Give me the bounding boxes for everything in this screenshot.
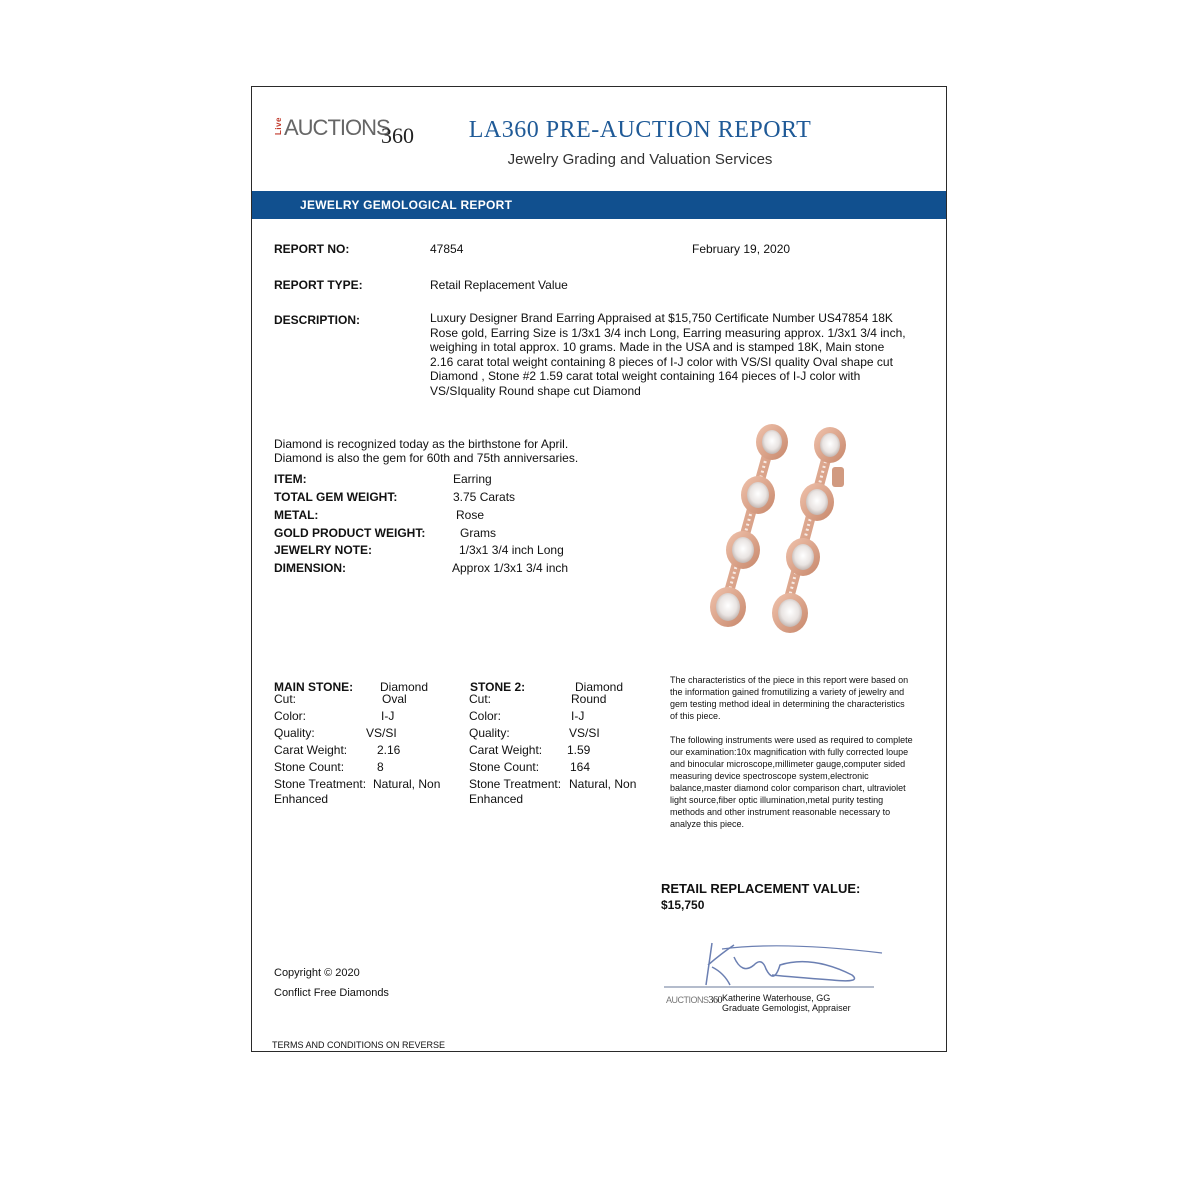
description-text: Luxury Designer Brand Earring Appraised at $15,750 Certificate Number US47854 18K Rose gold, Earring Size is 1/3x1 3/4 inch Long, Earring measuring approx. 1/3x1 3/4 inch, weighing in total approx. 10 grams. Made in the USA and is stamped 18K, Main stone 2.16 carat total weight containing 8 pieces of I-J color with VS/SI quality Oval shape cut Diamond , Stone #2 1.59 carat total weight containing 164 pieces of I-J color with VS/SIquality Round shape cut Diamond bbox=[430, 311, 906, 398]
retail-value-label: RETAIL REPLACEMENT VALUE: bbox=[661, 881, 861, 896]
appraiser-title: Graduate Gemologist, Appraiser bbox=[722, 1003, 851, 1013]
spec-metal-value: Rose bbox=[456, 508, 485, 522]
earring-product-image bbox=[692, 417, 932, 657]
spec-gem-weight-label: TOTAL GEM WEIGHT: bbox=[274, 490, 398, 504]
main-stone-carat-label: Carat Weight: bbox=[274, 743, 348, 757]
main-stone-treatment-value-2: Enhanced bbox=[274, 792, 329, 806]
spec-dimension-label: DIMENSION: bbox=[274, 561, 346, 575]
main-stone-type: Diamond bbox=[380, 680, 429, 694]
description-label: DESCRIPTION: bbox=[274, 313, 361, 327]
stone2-treatment-value-2: Enhanced bbox=[469, 792, 524, 806]
section-banner bbox=[252, 191, 946, 219]
spec-metal-label: METAL: bbox=[274, 508, 319, 522]
report-no-value: 47854 bbox=[430, 242, 464, 256]
copyright-text: Copyright © 2020 bbox=[274, 967, 360, 979]
main-stone-treatment-value: Natural, Non bbox=[373, 777, 441, 791]
stone2-count-value: 164 bbox=[570, 760, 591, 774]
earring-right bbox=[772, 427, 846, 633]
spec-gold-weight-label: GOLD PRODUCT WEIGHT: bbox=[274, 526, 426, 540]
main-stone-quality-label: Quality: bbox=[274, 726, 315, 740]
main-stone-color-value: I-J bbox=[381, 709, 395, 723]
spec-item-value: Earring bbox=[453, 472, 492, 486]
appraiser-name: Katherine Waterhouse, GG bbox=[722, 993, 831, 1003]
report-title: LA360 PRE-AUCTION REPORT bbox=[468, 117, 812, 143]
report-subtitle: Jewelry Grading and Valuation Services bbox=[507, 151, 773, 168]
main-stone-count-value: 8 bbox=[377, 760, 384, 774]
notes-paragraph-1: The characteristics of the piece in this report were based on the information gained fromutilizing a variety of jewelry and gem testing method ideal in determining the characteristics of this piece. bbox=[670, 675, 909, 721]
logo-auctions-text: AUCTIONS bbox=[284, 115, 390, 140]
stone2-count-label: Stone Count: bbox=[469, 760, 540, 774]
terms-text: TERMS AND CONDITIONS ON REVERSE bbox=[272, 1040, 446, 1050]
main-stone-count-label: Stone Count: bbox=[274, 760, 345, 774]
stone2-quality-label: Quality: bbox=[469, 726, 510, 740]
birthstone-line-2: Diamond is also the gem for 60th and 75th anniversaries. bbox=[274, 451, 579, 465]
appraiser-signature bbox=[662, 935, 892, 995]
spec-gold-weight-value: Grams bbox=[460, 526, 496, 540]
signature-logo bbox=[666, 995, 722, 1006]
notes-paragraph-2: The following instruments were used as required to complete our examination:10x magnification with fully corrected loupe and binocular microscope,millimeter gauge,computer sided measuring device spectroscope system,electronic balance,master diamond color comparison chart, ultraviolet light source,fiber optic illumination,metal purity testing methods and other instrument reasonable necessary to analyze this piece. bbox=[670, 735, 913, 829]
stone2-color-label: Color: bbox=[469, 709, 502, 723]
spec-item-label: ITEM: bbox=[274, 472, 307, 486]
stone2-type: Diamond bbox=[575, 680, 624, 694]
stone2-heading: STONE 2: bbox=[470, 680, 526, 694]
main-stone-treatment-label: Stone Treatment: bbox=[274, 777, 367, 791]
stone2-carat-value: 1.59 bbox=[567, 743, 591, 757]
report-page bbox=[251, 86, 947, 1052]
earring-left bbox=[710, 424, 788, 627]
main-stone-heading: MAIN STONE: bbox=[274, 680, 354, 694]
main-stone-cut-value: Oval bbox=[382, 692, 407, 706]
stone2-treatment-label: Stone Treatment: bbox=[469, 777, 562, 791]
spec-dimension-value: Approx 1/3x1 3/4 inch bbox=[452, 561, 569, 575]
report-type-value: Retail Replacement Value bbox=[430, 278, 568, 292]
report-date: February 19, 2020 bbox=[692, 242, 791, 256]
stone2-cut-label: Cut: bbox=[469, 692, 492, 706]
logo-360-text: 360 bbox=[381, 123, 414, 148]
stone2-quality-value: VS/SI bbox=[569, 726, 600, 740]
main-stone-color-label: Color: bbox=[274, 709, 307, 723]
birthstone-line-1: Diamond is recognized today as the birthstone for April. bbox=[274, 437, 569, 451]
sig-logo-360: 360 bbox=[708, 995, 723, 1006]
spec-gem-weight-value: 3.75 Carats bbox=[453, 490, 516, 504]
spec-jewelry-note-value: 1/3x1 3/4 inch Long bbox=[459, 543, 564, 557]
sig-logo-auctions: AUCTIONS bbox=[666, 995, 709, 1005]
stone2-cut-value: Round bbox=[571, 692, 607, 706]
report-type-label: REPORT TYPE: bbox=[274, 278, 363, 292]
logo-live-text: Live bbox=[274, 117, 283, 136]
main-stone-carat-value: 2.16 bbox=[377, 743, 401, 757]
retail-value-amount: $15,750 bbox=[661, 898, 705, 912]
conflict-free-text: Conflict Free Diamonds bbox=[274, 987, 389, 999]
main-stone-quality-value: VS/SI bbox=[366, 726, 397, 740]
main-stone-cut-label: Cut: bbox=[274, 692, 297, 706]
stone2-color-value: I-J bbox=[571, 709, 585, 723]
report-no-label: REPORT NO: bbox=[274, 242, 350, 256]
spec-jewelry-note-label: JEWELRY NOTE: bbox=[274, 543, 373, 557]
banner-title: JEWELRY GEMOLOGICAL REPORT bbox=[300, 198, 513, 212]
stone2-treatment-value: Natural, Non bbox=[569, 777, 637, 791]
stone2-carat-label: Carat Weight: bbox=[469, 743, 543, 757]
signature-block bbox=[662, 935, 892, 1015]
